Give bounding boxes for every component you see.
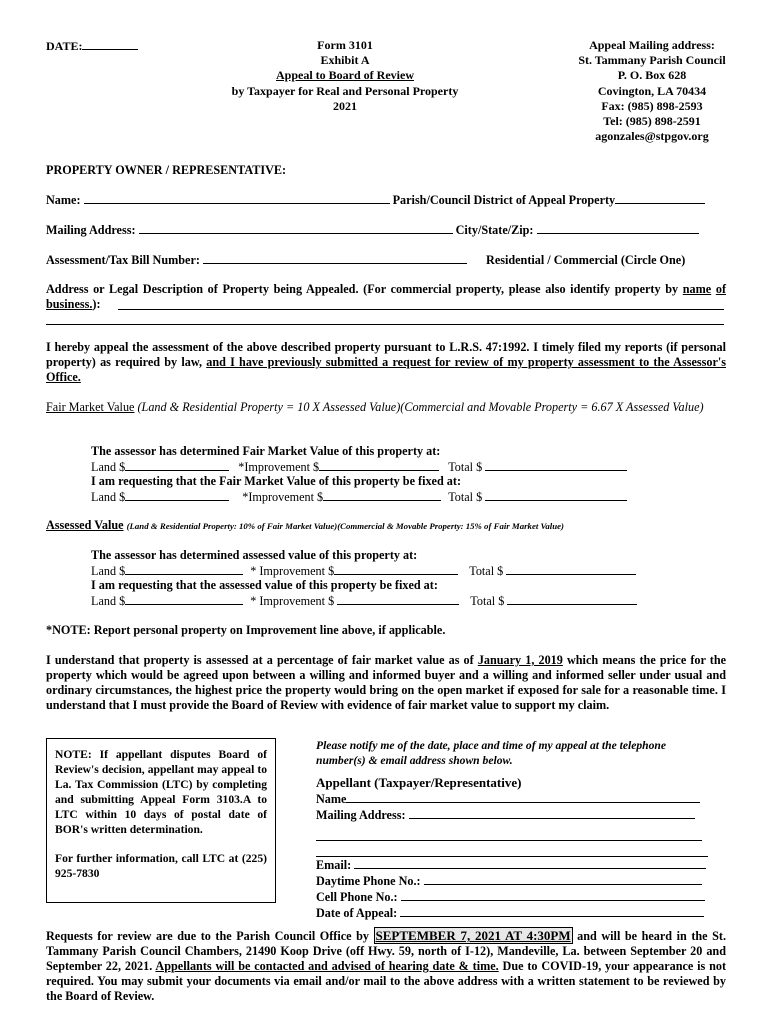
mailing-tel: Tel: (985) 898-2591 xyxy=(603,114,701,129)
footer-paragraph xyxy=(46,928,726,1004)
fmv-request-land-input[interactable] xyxy=(125,489,229,501)
address-desc-name: name xyxy=(682,282,712,296)
personal-property-note: *NOTE: Report personal property on Improvement line above, if applicable. xyxy=(46,623,446,637)
name-label: Name: xyxy=(46,193,81,207)
mailing-fax: Fax: (985) 898-2593 xyxy=(601,98,703,113)
owner-section-title: PROPERTY OWNER / REPRESENTATIVE: xyxy=(46,163,287,177)
mailing-heading: Appeal Mailing address: xyxy=(589,38,715,52)
form-number: Form 3101 xyxy=(317,38,373,52)
appellant-name-row xyxy=(316,791,726,807)
name-input-line[interactable] xyxy=(84,192,390,204)
ltc-note-text: NOTE: If appellant disputes Board of Review's decision, appellant may appeal to La. Tax Commission (LTC) by completing and submitting Appeal Form 3103.A to LTC within 10 days of postal date of BOR's written determination. xyxy=(55,748,267,836)
property-description-line-2[interactable] xyxy=(46,324,724,325)
mailing-org: St. Tammany Parish Council xyxy=(578,53,726,68)
assessed-heading xyxy=(46,518,564,534)
av-requesting-values xyxy=(91,593,637,609)
fmv-assessor-land-label: Land $ xyxy=(91,460,126,474)
mailing-address-label: Mailing Address: xyxy=(46,223,136,237)
appellant-daytime-row xyxy=(316,873,726,889)
appellant-mailing-row xyxy=(316,807,726,823)
understanding-paragraph xyxy=(46,653,726,713)
fmv-assessor-improvement-input[interactable] xyxy=(319,459,439,471)
av-assessor-line: The assessor has determined assessed value of this property at: xyxy=(91,548,418,562)
av-request-improvement-input[interactable] xyxy=(337,593,459,605)
understanding-text-b: which means the price for the property which would be agreed upon between a willing and informed buyer and a willing and informed seller under usual and ordinary circumstances, the highest price the property would bring on the open market if exposed for sale for a reasonable time. I understand that I must provide the Board of Review with evidence of fair market value to support my claim. xyxy=(46,653,727,712)
appellant-cell-label: Cell Phone No.: xyxy=(316,890,398,904)
owner-mailing-row xyxy=(46,222,699,238)
tax-bill-input-line[interactable] xyxy=(203,252,467,264)
appellant-date-row xyxy=(316,905,726,921)
tax-bill-label: Assessment/Tax Bill Number: xyxy=(46,253,200,267)
footer-text-a: Requests for review are due to the Parish Council Office by xyxy=(46,929,374,943)
appellant-heading: Appellant (Taxpayer/Representative) xyxy=(316,775,522,790)
address-desc-text: Address or Legal Description of Property being Appealed. (For commercial property, please also identify property by xyxy=(46,282,683,296)
mailing-email[interactable]: agonzales@stpgov.org xyxy=(595,129,709,144)
address-desc-of-business: of business. xyxy=(46,282,727,311)
appellant-daytime-input[interactable] xyxy=(424,873,702,885)
form-subtitle: by Taxpayer for Real and Personal Property xyxy=(231,83,459,98)
av-assessor-improvement-label: * Improvement $ xyxy=(250,564,335,578)
tax-bill-row xyxy=(46,252,685,268)
appellant-mailing-input[interactable] xyxy=(409,807,695,819)
date-field xyxy=(46,38,138,54)
city-state-zip-label: City/State/Zip: xyxy=(455,223,534,237)
assessed-desc: (Land & Residential Property: 10% of Fair Market Value)(Commercial & Movable Property: 15% of Fair Market Value) xyxy=(126,521,564,531)
appellant-date-input[interactable] xyxy=(400,905,704,917)
fair-market-heading xyxy=(46,400,726,415)
exhibit-label: Exhibit A xyxy=(320,53,370,68)
av-request-total-label: Total $ xyxy=(470,594,505,608)
contact-notice: Appellants will be contacted and advised of hearing date & time. xyxy=(155,959,499,973)
appellant-email-label: Email: xyxy=(316,858,352,872)
av-assessor-land-input[interactable] xyxy=(125,563,243,575)
valuation-date: January 1, 2019 xyxy=(477,653,563,667)
property-description-field xyxy=(46,282,726,312)
av-assessor-land-label: Land $ xyxy=(91,564,126,578)
fmv-assessor-values xyxy=(91,459,627,475)
av-assessor-improvement-input[interactable] xyxy=(334,563,458,575)
date-input-line[interactable] xyxy=(82,38,138,50)
ltc-note-box xyxy=(46,738,276,903)
appellant-mailing-label: Mailing Address: xyxy=(316,808,406,822)
av-assessor-values xyxy=(91,563,636,579)
mailing-address-block xyxy=(540,38,764,144)
fmv-request-land-label: Land $ xyxy=(91,490,126,504)
district-input-line[interactable] xyxy=(615,192,705,204)
address-desc-end: ): xyxy=(92,297,101,311)
av-request-total-input[interactable] xyxy=(507,593,637,605)
deadline-text: SEPTEMBER 7, 2021 AT 4:30PM xyxy=(375,928,571,943)
appellant-cell-input[interactable] xyxy=(401,889,705,901)
fair-market-desc: (Land & Residential Property = 10 X Assessed Value)(Commercial and Movable Property = 6.67 X Assessed Value) xyxy=(137,400,704,414)
footer-text-b: and will be heard in the St. Tammany Parish Council Chambers, 21490 Koop Drive (off Hwy. 59, north of I-12), Mandeville, La. between September 20 and September 22, 2021. xyxy=(46,929,726,973)
mailing-box: P. O. Box 628 xyxy=(617,68,687,83)
appellant-mailing-line-2[interactable] xyxy=(316,825,702,841)
district-label: Parish/Council District of Appeal Property xyxy=(392,193,616,207)
fmv-assessor-improvement-label: *Improvement $ xyxy=(238,460,320,474)
appeal-statement-prior-review: and I have previously submitted a request for review of my property assessment to the Assessor's Office. xyxy=(46,355,726,384)
date-label: DATE: xyxy=(46,39,83,53)
fmv-assessor-land-input[interactable] xyxy=(125,459,229,471)
fmv-request-improvement-input[interactable] xyxy=(323,489,441,501)
form-year: 2021 xyxy=(333,98,357,113)
assessed-label: Assessed Value xyxy=(46,518,124,532)
fmv-requesting-line: I am requesting that the Fair Market Value of this property be fixed at: xyxy=(91,474,462,488)
footer-text-c: Due to COVID-19, your appearance is not required. You may submit your documents via email and/or mail to the above address with a written statement to be reviewed by the Board of Review. xyxy=(46,959,727,1003)
av-assessor-total-label: Total $ xyxy=(469,564,504,578)
appellant-email-input[interactable] xyxy=(354,857,706,869)
av-request-improvement-label: * Improvement $ xyxy=(250,594,335,608)
owner-name-row xyxy=(46,192,705,208)
appellant-daytime-label: Daytime Phone No.: xyxy=(316,874,421,888)
appellant-cell-row xyxy=(316,889,726,905)
understanding-text-a: I understand that property is assessed at a percentage of fair market value as of xyxy=(46,653,478,667)
form-title: Appeal to Board of Review xyxy=(276,68,414,83)
fmv-assessor-total-label: Total $ xyxy=(448,460,483,474)
av-request-land-label: Land $ xyxy=(91,594,126,608)
form-title-block xyxy=(200,38,490,114)
appellant-name-input[interactable] xyxy=(346,791,700,803)
fmv-request-improvement-label: *Improvement $ xyxy=(242,490,324,504)
residential-commercial-label[interactable]: Residential / Commercial (Circle One) xyxy=(486,253,686,267)
mailing-city: Covington, LA 70434 xyxy=(597,83,707,98)
property-description-line-1[interactable] xyxy=(118,309,724,310)
av-request-land-input[interactable] xyxy=(125,593,243,605)
appellant-mailing-line-3[interactable] xyxy=(316,841,708,857)
appeal-statement-text: I hereby appeal the assessment of the above described property pursuant to L.R.S. 47:1992. I timely filed my reports (if personal property) as required by law, xyxy=(46,340,726,369)
av-requesting-line: I am requesting that the assessed value of this property be fixed at: xyxy=(91,578,438,592)
appeal-statement xyxy=(46,340,726,385)
fair-market-label: Fair Market Value xyxy=(46,400,135,414)
appellant-name-label: Name xyxy=(316,792,347,806)
appellant-email-row xyxy=(316,857,726,873)
notify-instruction: Please notify me of the date, place and time of my appeal at the telephone number(s) & email address shown below. xyxy=(316,739,667,767)
mailing-address-input-line[interactable] xyxy=(139,222,453,234)
appellant-block xyxy=(316,738,726,921)
appellant-date-label: Date of Appeal: xyxy=(316,906,398,920)
city-state-zip-input-line[interactable] xyxy=(537,222,699,234)
fmv-assessor-total-input[interactable] xyxy=(485,459,627,471)
av-assessor-total-input[interactable] xyxy=(506,563,636,575)
ltc-info-text: For further information, call LTC at (225) 925-7830 xyxy=(55,852,267,880)
fmv-requesting-values xyxy=(91,489,627,505)
fmv-assessor-line: The assessor has determined Fair Market Value of this property at: xyxy=(91,444,441,458)
fmv-request-total-label: Total $ xyxy=(448,490,483,504)
fmv-request-total-input[interactable] xyxy=(485,489,627,501)
